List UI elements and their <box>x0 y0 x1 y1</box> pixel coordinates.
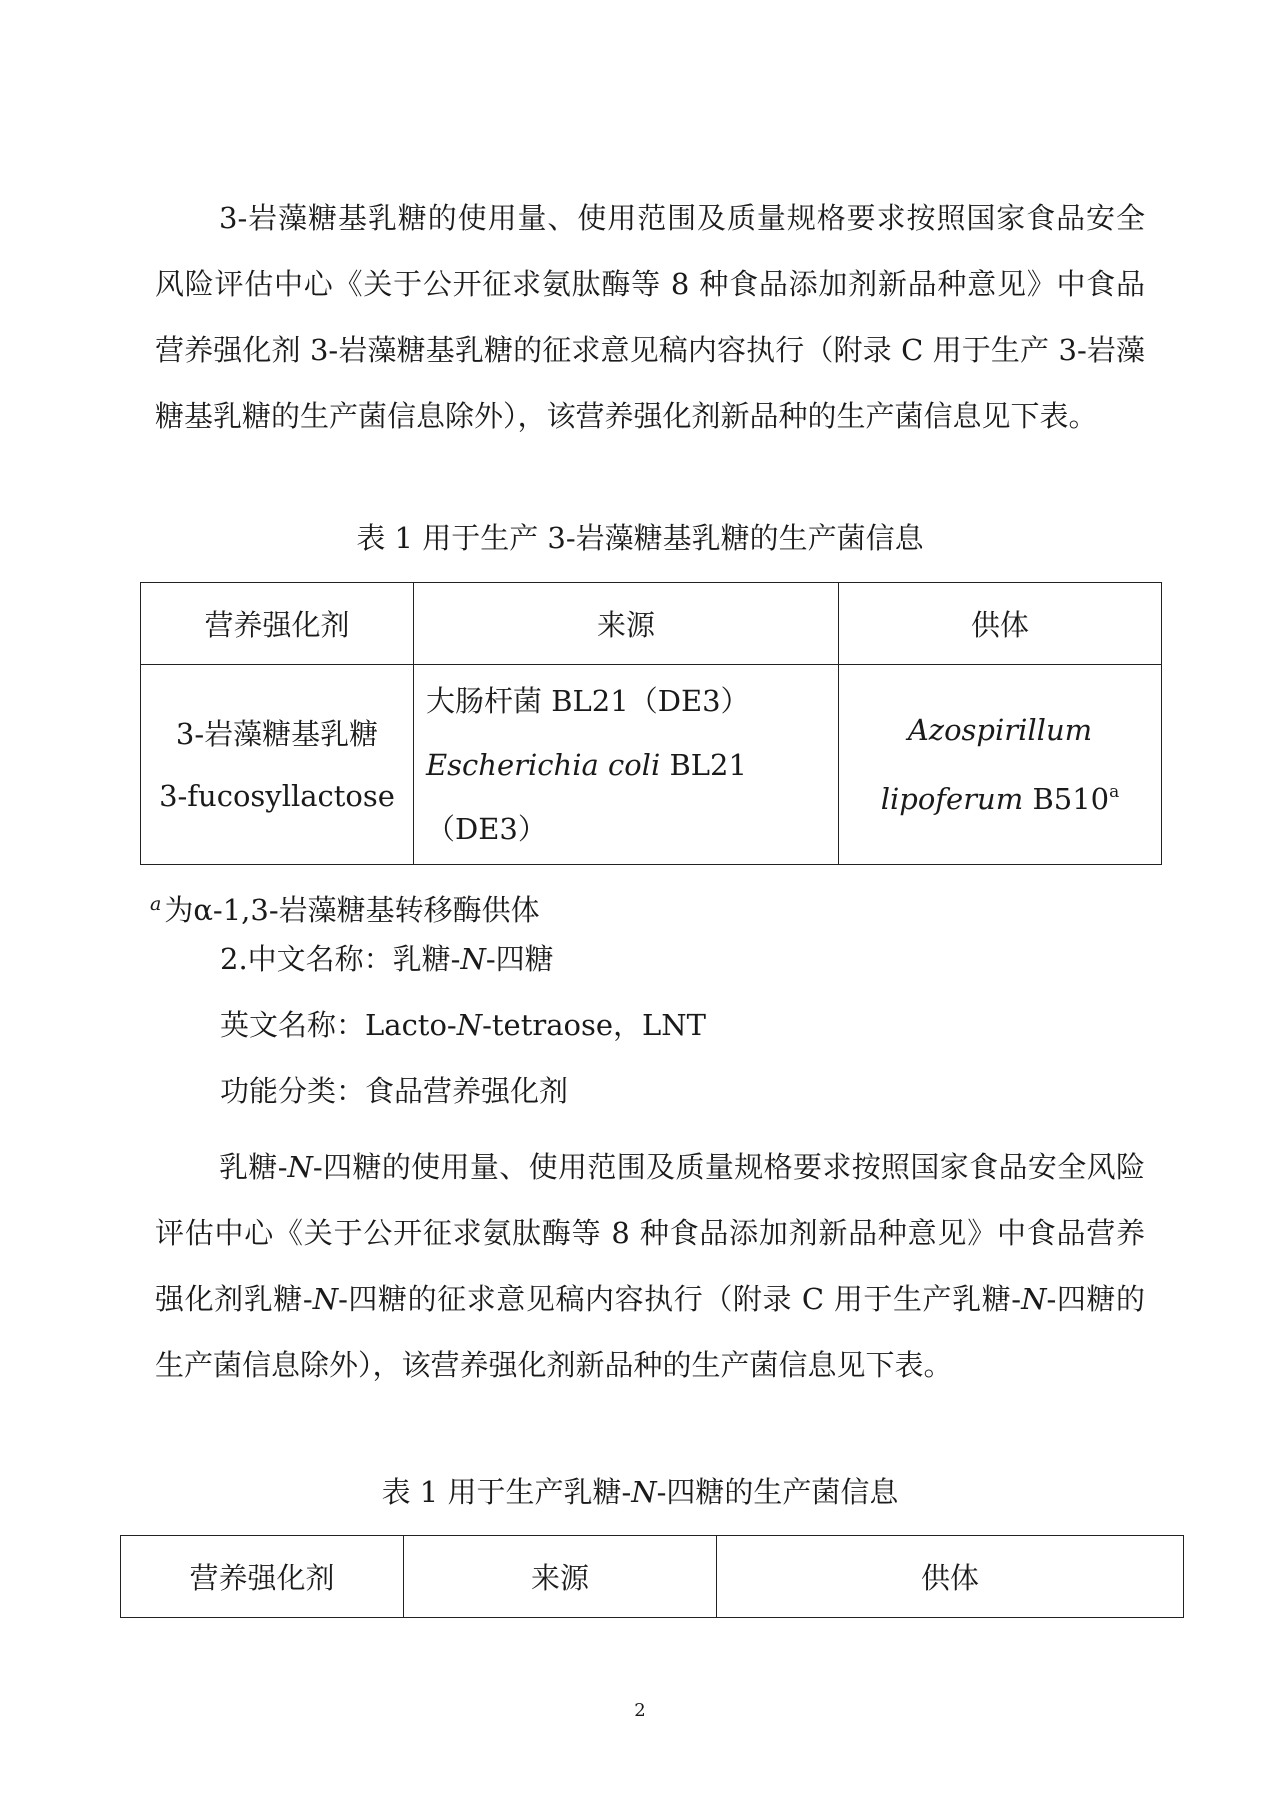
donor-species-italic: lipoferum <box>880 782 1024 816</box>
source-name-cn: 大肠杆菌 BL21（DE3） <box>426 683 750 718</box>
cn-name-label: 2.中文名称： <box>220 942 393 976</box>
table2-caption-post: -四糖的生产菌信息 <box>656 1475 899 1509</box>
en-name-label: 英文名称： <box>220 1008 366 1042</box>
table2-caption <box>0 1472 1280 1512</box>
table2-header-source: 来源 <box>404 1536 717 1618</box>
table2-header-fortifier: 营养强化剂 <box>121 1536 404 1618</box>
en-name-value-n: N <box>456 1008 483 1042</box>
footnote-mark: a <box>150 893 162 915</box>
table1-header-donor: 供体 <box>839 583 1162 665</box>
item2-function <box>220 1071 568 1111</box>
table2-header-donor: 供体 <box>717 1536 1184 1618</box>
table2-caption-n: N <box>631 1475 657 1509</box>
para2-n1: N <box>287 1150 313 1184</box>
table1-header-source: 来源 <box>414 583 839 665</box>
source-name-latin <box>426 733 828 797</box>
table1-cell-donor <box>839 665 1162 865</box>
para2-n3: N <box>1021 1282 1047 1316</box>
para2-n2: N <box>312 1282 339 1316</box>
table1 <box>140 582 1162 865</box>
paragraph-3fl-usage: 3-岩藻糖基乳糖的使用量、使用范围及质量规格要求按照国家食品安全风险评估中心《关于公开征求氨肽酶等 8 种食品添加剂新品种意见》中食品营养强化剂 3-岩藻糖基乳糖的征求意见稿内容执行（附录 C 用于生产 3-岩藻糖基乳糖的生产菌信息除外），该营养强化剂新品种的生产菌信息见下表。 <box>155 201 1145 433</box>
en-name-value-post: -tetraose，LNT <box>482 1008 706 1042</box>
source-suffix: （DE3） <box>426 811 547 846</box>
donor-strain: B510 <box>1032 782 1110 816</box>
para2-part1: 乳糖- <box>219 1150 288 1184</box>
table1-cell-fortifier <box>141 665 414 865</box>
table1-header-fortifier: 营养强化剂 <box>141 583 414 665</box>
donor-species-strain <box>849 761 1151 830</box>
cn-name-value-post: -四糖 <box>485 942 554 976</box>
donor-genus-italic: Azospirillum <box>907 713 1093 747</box>
cn-name-value-pre: 乳糖- <box>392 942 461 976</box>
page-number: 2 <box>634 1700 646 1721</box>
source-latin-italic: Escherichia coli <box>426 747 661 782</box>
fortifier-name-cn: 3-岩藻糖基乳糖 <box>175 716 379 751</box>
table1-cell-source <box>414 665 839 865</box>
item2-cn-name <box>220 939 554 979</box>
table1-row <box>141 665 1162 865</box>
paragraph-lnt-usage <box>155 1134 1145 1398</box>
para2-part3: -四糖的征求意见稿内容执行（附录 C 用于生产乳糖- <box>338 1282 1022 1316</box>
table2-header-row <box>121 1536 1184 1618</box>
donor-footnote-mark: a <box>1109 782 1120 802</box>
table1-caption: 表 1 用于生产 3-岩藻糖基乳糖的生产菌信息 <box>356 521 924 555</box>
source-strain: BL21 <box>669 747 747 782</box>
function-value: 食品营养强化剂 <box>365 1074 569 1108</box>
footnote-text: 为α-1,3-岩藻糖基转移酶供体 <box>164 893 540 927</box>
en-name-value-pre: Lacto- <box>365 1008 457 1042</box>
table1-footnote <box>150 884 540 930</box>
function-label: 功能分类： <box>220 1074 366 1108</box>
cn-name-value-n: N <box>460 942 486 976</box>
table1-header-row <box>141 583 1162 665</box>
para2-part4: -四糖的生产菌信息除外），该营养强化剂新品种的生产菌信息见下表。 <box>155 1282 1145 1382</box>
item2-en-name <box>220 1005 706 1045</box>
table2-caption-pre: 表 1 用于生产乳糖- <box>381 1475 632 1509</box>
para2-part2: -四糖的使用量、使用范围及质量规格要求按照国家食品安全风险评估中心《关于公开征求氨肽酶等 8 种食品添加剂新品种意见》中食品营养强化剂乳糖- <box>155 1150 1145 1316</box>
table2 <box>120 1535 1184 1618</box>
donor-genus <box>849 699 1151 761</box>
fortifier-name-en: 3-fucosyllactose <box>159 778 395 813</box>
